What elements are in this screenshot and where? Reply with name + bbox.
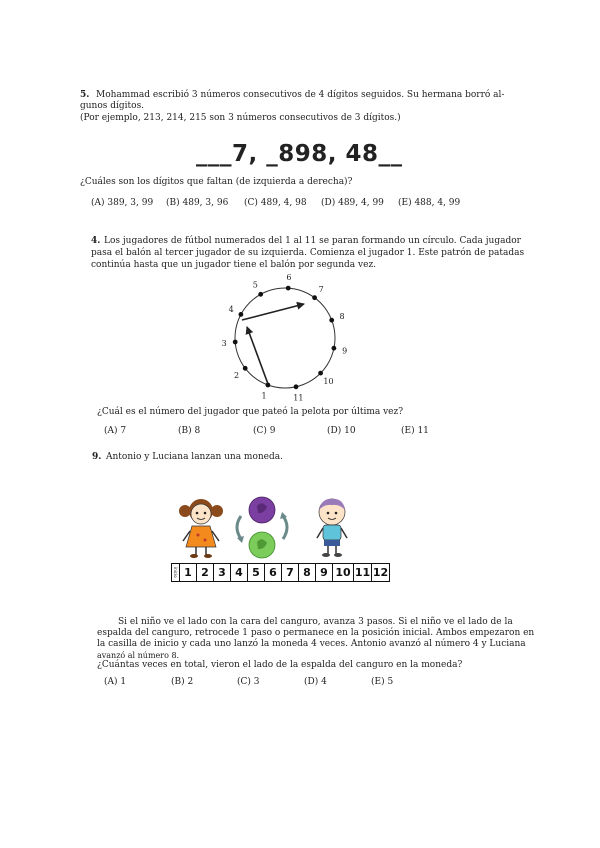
question-text: Los jugadores de fútbol numerados del 1 al 11 se paran formando un círculo. Cada jugador <box>104 236 521 246</box>
option-b: (B) 2 <box>171 677 194 687</box>
board-cell: 3 <box>214 564 231 581</box>
question-text: gunos dígitos. <box>80 101 145 111</box>
player-label: 11 <box>293 393 304 403</box>
player-label: 7 <box>318 284 324 294</box>
question-text: continúa hasta que un jugador tiene el balón por segunda vez. <box>91 260 377 270</box>
option-c: (C) 489, 4, 98 <box>244 198 307 208</box>
board-cell: 6 <box>265 564 282 581</box>
rules-text: Si el niño ve el lado con la cara del canguro, avanza 3 pasos. Si el niño ve el lado de la <box>118 617 513 627</box>
option-a: (A) 7 <box>104 426 127 436</box>
board-cell: 12 <box>372 566 389 579</box>
player-label: 6 <box>286 273 292 283</box>
pass-arrow-4-to-7 <box>242 304 304 320</box>
option-e: (E) 488, 4, 99 <box>398 198 461 208</box>
player-dot <box>258 292 263 297</box>
digits-display: ___7, _898, 48__ <box>196 141 403 167</box>
player-label: 9 <box>342 346 348 356</box>
question-number: 9. <box>92 452 102 462</box>
option-b: (B) 489, 3, 96 <box>166 198 229 208</box>
option-a: (A) 389, 3, 99 <box>91 198 154 208</box>
player-label: 3 <box>221 338 227 348</box>
board-cell: 10 <box>333 564 354 581</box>
option-c: (C) 3 <box>237 677 260 687</box>
board-cell: 8 <box>299 564 316 581</box>
number-board <box>171 563 390 582</box>
player-label: 5 <box>252 280 258 290</box>
question-text: pasa el balón al tercer jugador de su izquierda. Comienza el jugador 1. Este patrón de patadas <box>91 248 525 258</box>
player-dot <box>233 340 238 345</box>
option-e: (E) 11 <box>401 426 429 436</box>
player-label: 2 <box>233 370 240 380</box>
board-cell: 11 <box>354 566 371 579</box>
player-label: 1 <box>261 391 267 401</box>
rules-text: avanzó al número 8. <box>97 651 180 660</box>
player-dot <box>266 383 271 388</box>
board-cell: 7 <box>282 564 299 581</box>
board-start-cell: inicio <box>172 564 180 581</box>
coin-flip-illustration <box>229 494 295 562</box>
player-dot <box>239 312 244 317</box>
option-d: (D) 4 <box>304 677 327 687</box>
option-b: (B) 8 <box>178 426 201 436</box>
player-dot <box>286 286 291 291</box>
question-number: 5. <box>80 90 90 100</box>
player-label: 8 <box>339 312 345 322</box>
player-dot <box>243 366 248 371</box>
board-cell: 9 <box>316 564 333 581</box>
player-dot <box>312 295 317 300</box>
board-cell: 1 <box>180 564 197 581</box>
option-c: (C) 9 <box>253 426 276 436</box>
option-d: (D) 10 <box>327 426 356 436</box>
question-number: 4. <box>91 236 101 246</box>
option-e: (E) 5 <box>371 677 394 687</box>
question-prompt: ¿Cuál es el número del jugador que pateó la pelota por última vez? <box>97 407 404 417</box>
player-label: 4 <box>228 305 234 315</box>
player-dot <box>329 318 334 323</box>
option-d: (D) 489, 4, 99 <box>321 198 384 208</box>
question-example: (Por ejemplo, 213, 214, 215 son 3 números consecutivos de 3 dígitos.) <box>80 113 401 123</box>
question-text: Antonio y Luciana lanzan una moneda. <box>106 452 283 462</box>
board-cell: 5 <box>248 564 265 581</box>
question-prompt: ¿Cuáles son los dígitos que faltan (de izquierda a derecha)? <box>80 177 353 187</box>
board-cell: 2 <box>197 564 214 581</box>
players-circle-diagram <box>220 273 370 405</box>
option-a: (A) 1 <box>104 677 127 687</box>
girl-illustration <box>178 497 224 559</box>
player-dot <box>332 346 337 351</box>
pass-arrow-1-to-4 <box>247 327 268 384</box>
rules-text: la casilla de inicio y cada uno lanzó la moneda 4 veces. Antonio avanzó al número 4 y Luciana <box>97 639 526 649</box>
question-prompt: ¿Cuántas veces en total, vieron el lado de la espalda del canguro en la moneda? <box>97 660 463 670</box>
boy-illustration <box>312 496 352 558</box>
player-dot <box>294 384 299 389</box>
rules-text: espalda del canguro, retrocede 1 paso o permanece en la posición inicial. Ambos empezaron en <box>97 628 535 638</box>
player-dot <box>318 371 323 376</box>
question-text: Mohammad escribió 3 números consecutivos de 4 dígitos seguidos. Su hermana borró al- <box>96 90 505 100</box>
player-label: 10 <box>323 376 334 386</box>
board-cell: 4 <box>231 564 248 581</box>
